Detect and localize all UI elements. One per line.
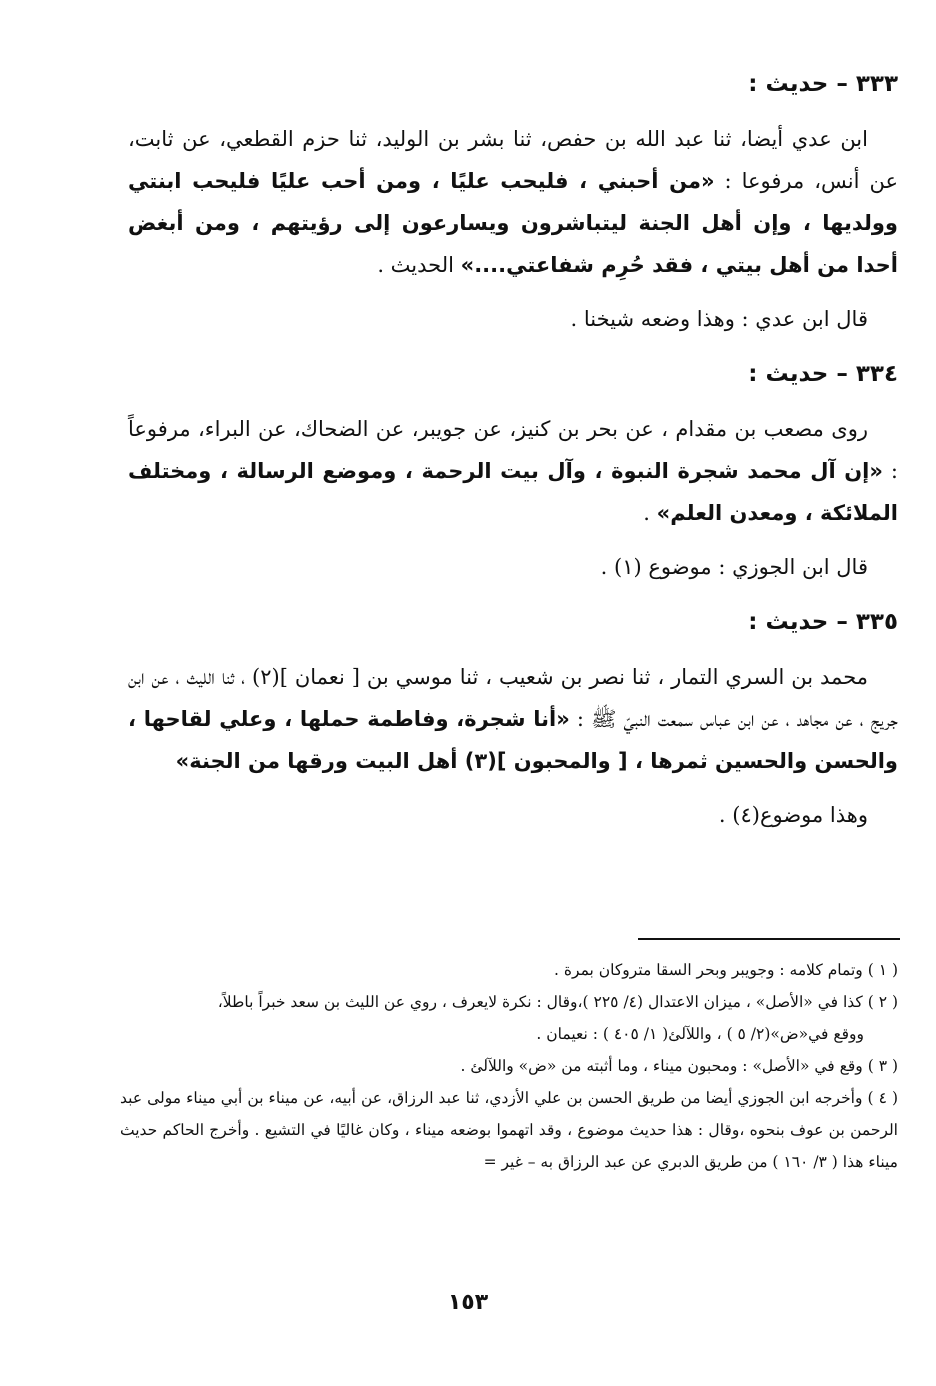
- footnote-divider: [638, 938, 900, 940]
- hadith-334-text: [128, 408, 898, 534]
- hadith-334-heading: ٣٣٤ – حديث :: [748, 361, 898, 387]
- hadith-335-comment: وهذا موضوع(٤) .: [718, 803, 868, 827]
- hadith-333-text: [128, 118, 898, 286]
- hadith-335-heading: ٣٣٥ – حديث :: [748, 609, 898, 635]
- hadith-333-heading: ٣٣٣ – حديث :: [748, 71, 898, 97]
- hadith-334-chain: روى مصعب بن مقدام ، عن بحر بن كنيز، عن جويبر، عن الضحاك، عن البراء، مرفوعاً :: [128, 417, 898, 483]
- hadith-335-chain: محمد بن السري التمار ، ثنا نصر بن شعيب ، ثنا موسي بن [ نعمان ](٢) ، ثنا الليث ، عن ابن جريج ، عن مجاهد ، عن ابن عباس سمعت النبيّ ﷺ :: [128, 665, 898, 731]
- footnote-1: ( ١ ) وتمام كلامه : وجويبر وبحر السقا متروكان بمرة .: [554, 961, 898, 979]
- hadith-333-tail: الحديث .: [377, 253, 461, 277]
- page-number: ١٥٣: [447, 1290, 489, 1315]
- footnote-3: ( ٣ ) وقع في «الأصل» : ومحبون ميناء ، وما أثبته من «ض» واللآلئ .: [460, 1057, 898, 1075]
- footnote-4: ( ٤ ) وأخرجه ابن الجوزي أيضا من طريق الحسن بن علي الأزدي، ثنا عبد الرزاق، عن أبيه، عن ميناء بن أبي ميناء مولى عبد الرحمن بن عوف بنحوه ،وقال : هذا حديث موضوع ، وقد اتهموا بوضعه ميناء ، وكان غاليًا في التشيع . وأخرج الحاكم حديث ميناء هذا ( ٣/ ١٦٠ ) من طريق الدبري عن عبد الرزاق به – غير =: [120, 1089, 898, 1171]
- hadith-333-chain: ابن عدي أيضا، ثنا عبد الله بن حفص، ثنا بشر بن الوليد، ثنا حزم القطعي، عن ثابت، عن أنس، مرفوعا :: [128, 127, 898, 193]
- footnote-2-continued: ووقع في«ض»(٢/ ٥ ) ، واللآلئ( ١/ ٤٠٥ ) : نعيمان .: [536, 1025, 864, 1043]
- hadith-333-matn: «من أحبني ، فليحب عليًا ، ومن أحب عليًا فليحب ابنتي وولديها ، وإن أهل الجنة ليتباشرون ويسارعون إلى رؤيتهم ، ومن أبغض أحدا من أهل بيتي ، فقد حُرِم شفاعتي....»: [128, 169, 898, 277]
- main-text: [128, 62, 898, 836]
- hadith-334-tail: .: [643, 501, 657, 525]
- footnotes: [120, 954, 898, 1178]
- hadith-334-matn: «إن آل محمد شجرة النبوة ، وآل بيت الرحمة ، وموضع الرسالة ، ومختلف الملائكة ، ومعدن العلم»: [128, 459, 898, 525]
- hadith-333-comment: قال ابن عدي : وهذا وضعه شيخنا .: [570, 307, 868, 331]
- footnote-2: ( ٢ ) كذا في «الأصل» ، ميزان الاعتدال (٤/ ٢٢٥ )،وقال : نكرة لايعرف ، روي عن الليث بن سعد خبراً باطلاً،: [217, 993, 898, 1011]
- hadith-335-text: [128, 656, 898, 782]
- hadith-335-matn: «أنا شجرة، وفاطمة حملها ، وعلي لقاحها ، والحسن والحسين ثمرها ، [ والمحبون ](٣) أهل البيت ورقها من الجنة»: [128, 707, 898, 773]
- hadith-334-comment: قال ابن الجوزي : موضوع (١) .: [600, 555, 868, 579]
